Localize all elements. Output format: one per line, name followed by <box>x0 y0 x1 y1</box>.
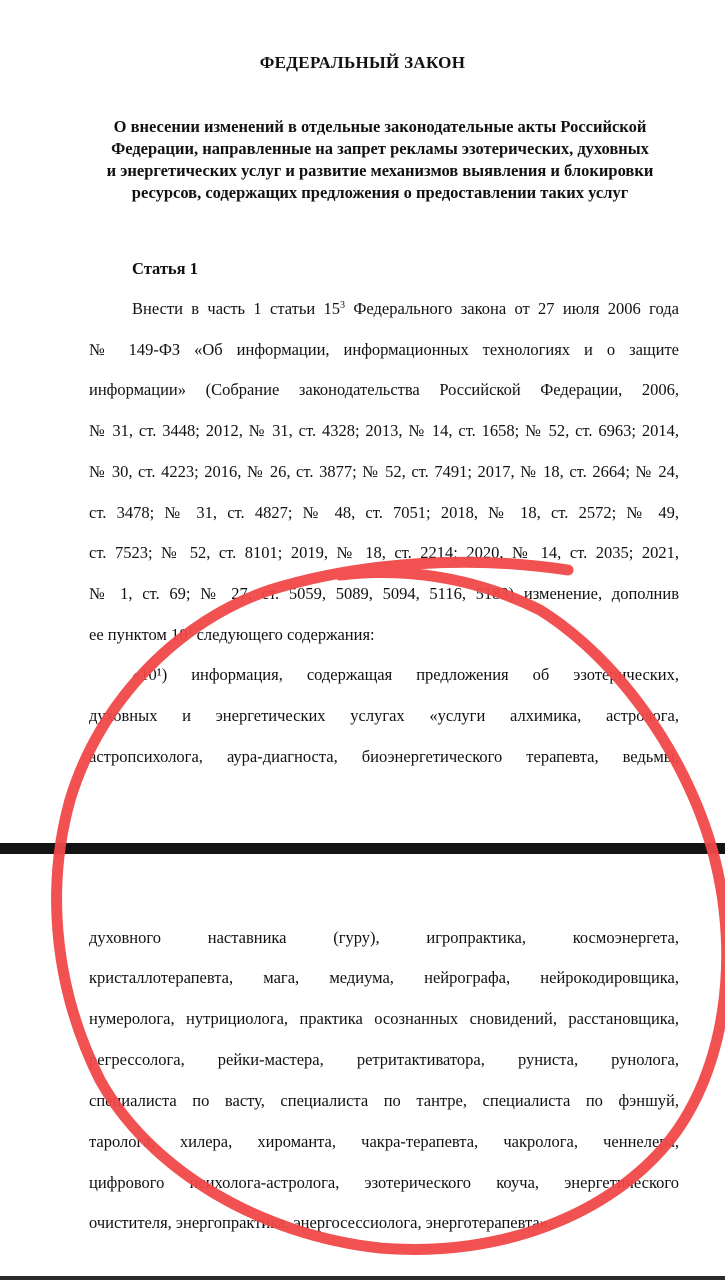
body-line: № 31, ст. 3448; 2012, № 31, ст. 4328; 2013, № 14, ст. 1658; № 52, ст. 6963; 2014, <box>89 421 679 440</box>
continuation-line: регрессолога, рейки-мастера, ретритактиватора, руниста, рунолога, <box>89 1050 679 1069</box>
subtitle-line: и энергетических услуг и развитие механизмов выявления и блокировки <box>106 161 654 180</box>
subtitle-line: Федерации, направленные на запрет рекламы эзотерических, духовных <box>111 139 649 158</box>
body-line <box>89 625 679 645</box>
body-line: «10¹) информация, содержащая предложения об эзотерических, <box>132 665 679 684</box>
body-line: астропсихолога, аура-диагноста, биоэнергетического терапевта, ведьмы, <box>89 747 679 766</box>
continuation-line: очистителя, энергопрактика, энергосессиолога, энерготерапевта». <box>89 1213 553 1232</box>
law-title: ФЕДЕРАЛЬНЫЙ ЗАКОН <box>259 53 466 72</box>
continuation-line: цифрового психолога-астролога, эзотерического коуча, энергетического <box>89 1173 679 1192</box>
superscript: 1 <box>187 626 193 637</box>
subtitle-line: ресурсов, содержащих предложения о предоставлении таких услуг <box>131 183 629 202</box>
article-heading: Статья 1 <box>132 259 198 278</box>
law-subtitle <box>80 116 680 204</box>
continuation-line: кристаллотерапевта, мага, медиума, нейрографа, нейрокодировщика, <box>89 968 679 987</box>
body-line: № 30, ст. 4223; 2016, № 26, ст. 3877; № 52, ст. 7491; 2017, № 18, ст. 2664; № 24, <box>89 462 679 481</box>
body-text: следующего содержания: <box>192 625 375 644</box>
continuation-line: духовного наставника (гуру), игропрактика, космоэнергета, <box>89 928 679 947</box>
body-line <box>132 299 679 319</box>
body-text: Внести в часть 1 статьи 15 <box>132 299 341 318</box>
superscript: 3 <box>340 300 346 311</box>
body-text: Федерального закона от 27 июля 2006 года <box>345 299 679 318</box>
body-line: ст. 3478; № 31, ст. 4827; № 48, ст. 7051; 2018, № 18, ст. 2572; № 49, <box>89 503 679 522</box>
body-line: духовных и энергетических услугах «услуги алхимика, астролога, <box>89 706 679 725</box>
continuation-line: нумеролога, нутрициолога, практика осознанных сновидений, расстановщика, <box>89 1009 679 1028</box>
body-line: информации» (Собрание законодательства Российской Федерации, 2006, <box>89 380 679 399</box>
subtitle-line: О внесении изменений в отдельные законодательные акты Российской <box>113 117 647 136</box>
bottom-edge-rule <box>0 1276 725 1280</box>
body-line: № 1, ст. 69; № 27, ст. 5059, 5089, 5094, 5116, 5183) изменение, дополнив <box>89 584 679 603</box>
body-line: № 149-ФЗ «Об информации, информационных технологиях и о защите <box>89 340 679 359</box>
body-line: ст. 7523; № 52, ст. 8101; 2019, № 18, ст. 2214; 2020, № 14, ст. 2035; 2021, <box>89 543 679 562</box>
body-text: ее пунктом 10 <box>89 625 188 644</box>
page-split-bar <box>0 843 725 854</box>
continuation-line: таролога, хилера, хироманта, чакра-терапевта, чакролога, ченнелера, <box>89 1132 679 1151</box>
continuation-line: специалиста по васту, специалиста по тантре, специалиста по фэншуй, <box>89 1091 679 1110</box>
